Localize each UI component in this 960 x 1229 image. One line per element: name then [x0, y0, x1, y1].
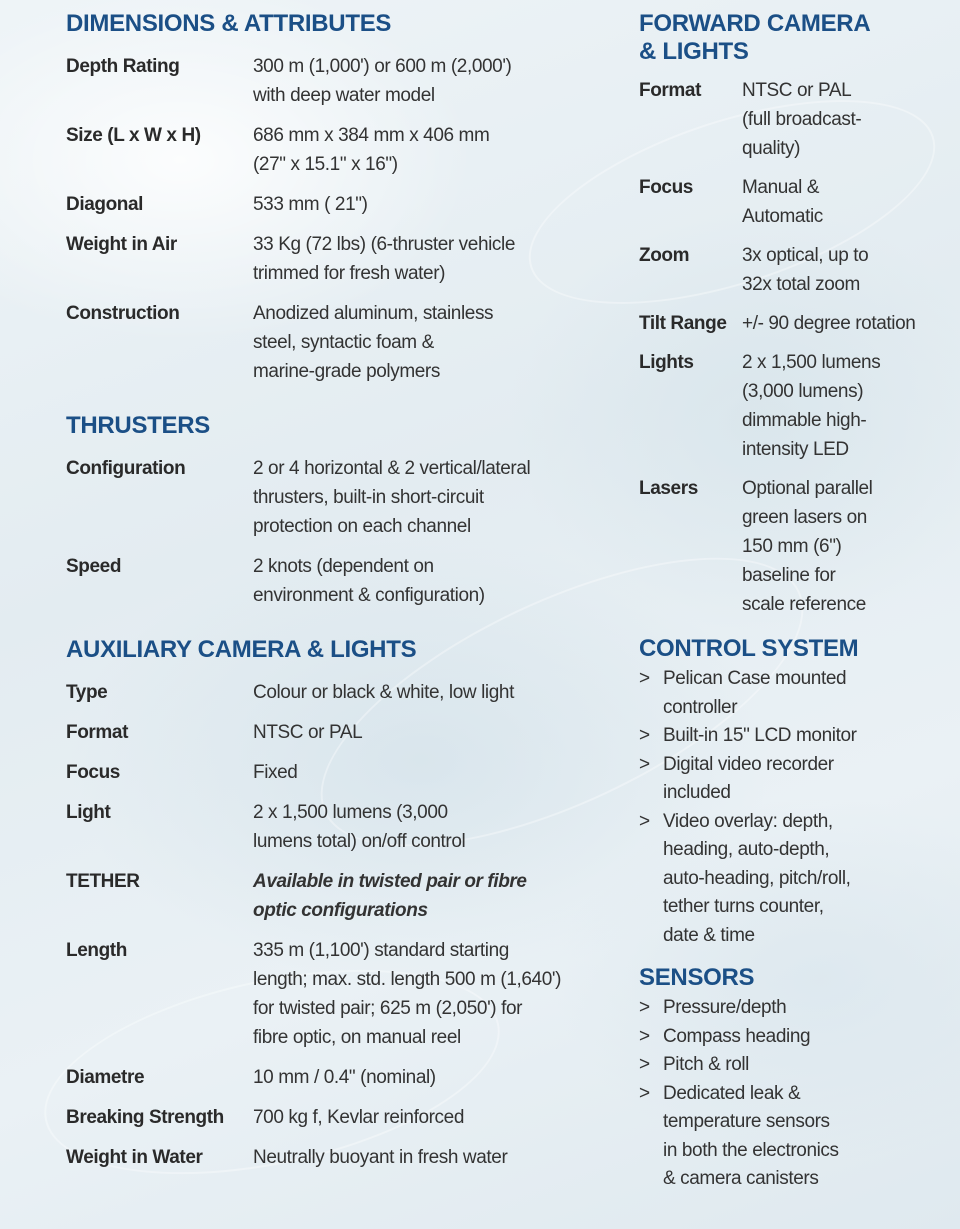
list-item-line: Built-in 15" LCD monitor [663, 725, 857, 746]
spec-value-line: 33 Kg (72 lbs) (6-thruster vehicle [253, 234, 516, 255]
spec-row-configuration [66, 454, 626, 541]
spec-value-line: NTSC or PAL [253, 722, 363, 743]
spec-row-size [66, 121, 626, 179]
section-heading: CONTROL SYSTEM [639, 635, 859, 662]
spec-row-format [639, 76, 949, 163]
spec-row-speed [66, 552, 626, 610]
spec-value [742, 474, 873, 619]
spec-label: Depth Rating [66, 56, 180, 77]
section-heading-line: FORWARD CAMERA [639, 10, 871, 37]
bullet-marker: > [639, 1054, 650, 1075]
spec-value-line: Optional parallel [742, 478, 873, 499]
spec-value-line: with deep water model [253, 85, 435, 106]
spec-label: Construction [66, 303, 180, 324]
spec-value-line: 3x optical, up to [742, 245, 869, 266]
spec-value-line: optic configurations [253, 900, 428, 921]
spec-value-line: steel, syntactic foam & [253, 332, 434, 353]
section-heading: THRUSTERS [66, 412, 210, 439]
spec-value-line: 2 x 1,500 lumens [742, 352, 881, 373]
spec-value-line: 2 or 4 horizontal & 2 vertical/lateral [253, 458, 531, 479]
spec-label: Configuration [66, 458, 186, 479]
list-item-line: Pelican Case mounted [663, 668, 847, 689]
list-item-line: included [663, 782, 731, 803]
section-heading: AUXILIARY CAMERA & LIGHTS [66, 636, 417, 663]
list-item-line: Pressure/depth [663, 997, 787, 1018]
section-heading: SENSORS [639, 964, 755, 991]
spec-value-line: 32x total zoom [742, 274, 860, 295]
spec-row-type [66, 678, 626, 707]
spec-row-tilt-range [639, 309, 949, 338]
bullet-marker: > [639, 1082, 650, 1104]
list-item [639, 665, 949, 722]
spec-value-line: intensity LED [742, 439, 849, 460]
spec-value-line: Fixed [253, 762, 298, 783]
spec-value-line: Neutrally buoyant in fresh water [253, 1147, 508, 1168]
bullet-marker: > [639, 753, 650, 775]
spec-row-lasers [639, 474, 949, 619]
spec-value [253, 678, 514, 707]
spec-label: Breaking Strength [66, 1107, 224, 1128]
spec-value-line: length; max. std. length 500 m (1,640') [253, 969, 562, 990]
spec-row-lights [639, 348, 949, 464]
list-item [639, 722, 949, 751]
section-heading: DIMENSIONS & ATTRIBUTES [66, 10, 392, 37]
spec-row-weight-in-water [66, 1143, 626, 1172]
spec-label: Size (L x W x H) [66, 125, 201, 146]
spec-value-line: trimmed for fresh water) [253, 263, 446, 284]
list-item-line: heading, auto-depth, [663, 839, 830, 860]
list-item-line: temperature sensors [663, 1111, 830, 1132]
spec-row-tether [66, 867, 626, 925]
spec-row-focus [639, 173, 949, 231]
spec-label: Focus [639, 177, 693, 198]
spec-value-line: 2 x 1,500 lumens (3,000 [253, 802, 448, 823]
spec-row-length [66, 936, 626, 1052]
spec-value-line: thrusters, built-in short-circuit [253, 487, 484, 508]
bullet-marker: > [639, 810, 650, 832]
thrusters-section [66, 412, 626, 610]
spec-value [253, 299, 493, 386]
spec-value [253, 552, 485, 610]
spec-label: Weight in Water [66, 1147, 203, 1168]
list-item [639, 1080, 949, 1194]
spec-value [742, 309, 915, 338]
forward-camera-section [639, 10, 949, 619]
list-item-line: controller [663, 696, 738, 718]
section-heading [639, 10, 949, 66]
spec-value-line: marine-grade polymers [253, 361, 440, 382]
spec-label: Format [639, 80, 701, 101]
bullet-marker: > [639, 725, 650, 746]
bullet-marker: > [639, 1025, 650, 1047]
spec-value-line: 300 m (1,000') or 600 m (2,000') [253, 56, 512, 77]
spec-value [253, 230, 515, 288]
list-item-line: Digital video recorder [663, 753, 834, 775]
spec-value-line: Available in twisted pair or fibre [253, 871, 527, 892]
spec-value [253, 718, 362, 747]
list-item-line: & camera canisters [663, 1168, 819, 1189]
list-item-line: tether turns counter, [663, 896, 824, 917]
left-column [66, 10, 626, 1172]
spec-value-line: 150 mm (6") [742, 536, 842, 557]
list-item-line: Pitch & roll [663, 1054, 750, 1075]
spec-value [253, 1103, 464, 1132]
spec-label: Diagonal [66, 194, 144, 215]
spec-value-line: quality) [742, 138, 801, 159]
spec-value-line: lumens total) on/off control [253, 831, 466, 852]
list-item [639, 808, 949, 951]
spec-value [742, 348, 880, 464]
spec-value [253, 798, 465, 856]
list-item-line: Compass heading [663, 1025, 811, 1047]
spec-label: Speed [66, 556, 122, 577]
spec-value [742, 173, 823, 231]
spec-value-line: baseline for [742, 565, 836, 586]
spec-label: TETHER [66, 871, 140, 892]
right-column [639, 10, 949, 1194]
spec-label: Lasers [639, 478, 698, 499]
spec-value-line: (3,000 lumens) [742, 381, 864, 402]
spec-value [253, 1143, 507, 1172]
list-item-line: Dedicated leak & [663, 1082, 801, 1104]
spec-value-line: for twisted pair; 625 m (2,050') for [253, 998, 523, 1019]
spec-value-line: dimmable high- [742, 410, 867, 431]
spec-row-weight-in-air [66, 230, 626, 288]
dimensions-section [66, 10, 626, 386]
spec-value-line: protection on each channel [253, 516, 471, 537]
bullet-list [639, 994, 949, 1194]
spec-value-line: Manual & [742, 177, 820, 198]
spec-value-line: scale reference [742, 594, 866, 615]
spec-value-line: green lasers on [742, 507, 867, 528]
spec-value-line: (full broadcast- [742, 109, 862, 130]
bullet-marker: > [639, 668, 650, 689]
spec-value-line: 2 knots (dependent on [253, 556, 434, 577]
spec-value-line: 700 kg f, Kevlar reinforced [253, 1107, 464, 1128]
spec-value-line: +/- 90 degree rotation [742, 313, 916, 334]
spec-label: Lights [639, 352, 694, 373]
spec-value-line: fibre optic, on manual reel [253, 1027, 461, 1048]
spec-row-format [66, 718, 626, 747]
spec-value [253, 936, 561, 1052]
spec-value-line: environment & configuration) [253, 585, 485, 606]
spec-label: Format [66, 722, 128, 743]
control-system-section [639, 635, 949, 950]
auxiliary-camera-section [66, 636, 626, 1172]
list-item-line: Video overlay: depth, [663, 810, 833, 832]
bullet-list [639, 665, 949, 950]
spec-value [253, 758, 297, 787]
spec-value-line: NTSC or PAL [742, 80, 852, 101]
spec-label: Weight in Air [66, 234, 177, 255]
sensors-section [639, 964, 949, 1194]
spec-value [253, 1063, 436, 1092]
bullet-marker: > [639, 997, 650, 1018]
spec-label: Diametre [66, 1067, 145, 1088]
spec-value [742, 76, 861, 163]
spec-row-focus [66, 758, 626, 787]
spec-row-breaking-strength [66, 1103, 626, 1132]
spec-label: Length [66, 940, 127, 961]
list-item-line: date & time [663, 924, 755, 946]
spec-value-line: 10 mm / 0.4" (nominal) [253, 1067, 436, 1088]
spec-row-construction [66, 299, 626, 386]
list-item [639, 1051, 949, 1080]
spec-row-light [66, 798, 626, 856]
spec-row-zoom [639, 241, 949, 299]
spec-value [253, 454, 530, 541]
spec-label: Zoom [639, 245, 690, 266]
list-item [639, 994, 949, 1023]
spec-label: Focus [66, 762, 120, 783]
spec-label: Light [66, 802, 111, 823]
spec-value-line: 686 mm x 384 mm x 406 mm [253, 125, 490, 146]
spec-value-line: (27" x 15.1" x 16") [253, 154, 398, 175]
spec-row-diametre [66, 1063, 626, 1092]
spec-value-line: 335 m (1,100') standard starting [253, 940, 509, 961]
spec-value-line: Colour or black & white, low light [253, 682, 514, 703]
spec-value [253, 190, 368, 219]
spec-value [742, 241, 868, 299]
spec-label: Type [66, 682, 108, 703]
spec-label: Tilt Range [639, 313, 727, 334]
spec-row-diagonal [66, 190, 626, 219]
list-item [639, 751, 949, 808]
spec-value [253, 52, 511, 110]
spec-value [253, 867, 527, 925]
spec-row-depth-rating [66, 52, 626, 110]
spec-value-line: Automatic [742, 206, 823, 227]
section-heading-line: & LIGHTS [639, 38, 749, 65]
spec-value-line: Anodized aluminum, stainless [253, 303, 494, 324]
spec-value [253, 121, 489, 179]
list-item-line: auto-heading, pitch/roll, [663, 867, 851, 889]
spec-value-line: 533 mm ( 21") [253, 194, 368, 215]
list-item-line: in both the electronics [663, 1139, 839, 1161]
list-item [639, 1023, 949, 1052]
